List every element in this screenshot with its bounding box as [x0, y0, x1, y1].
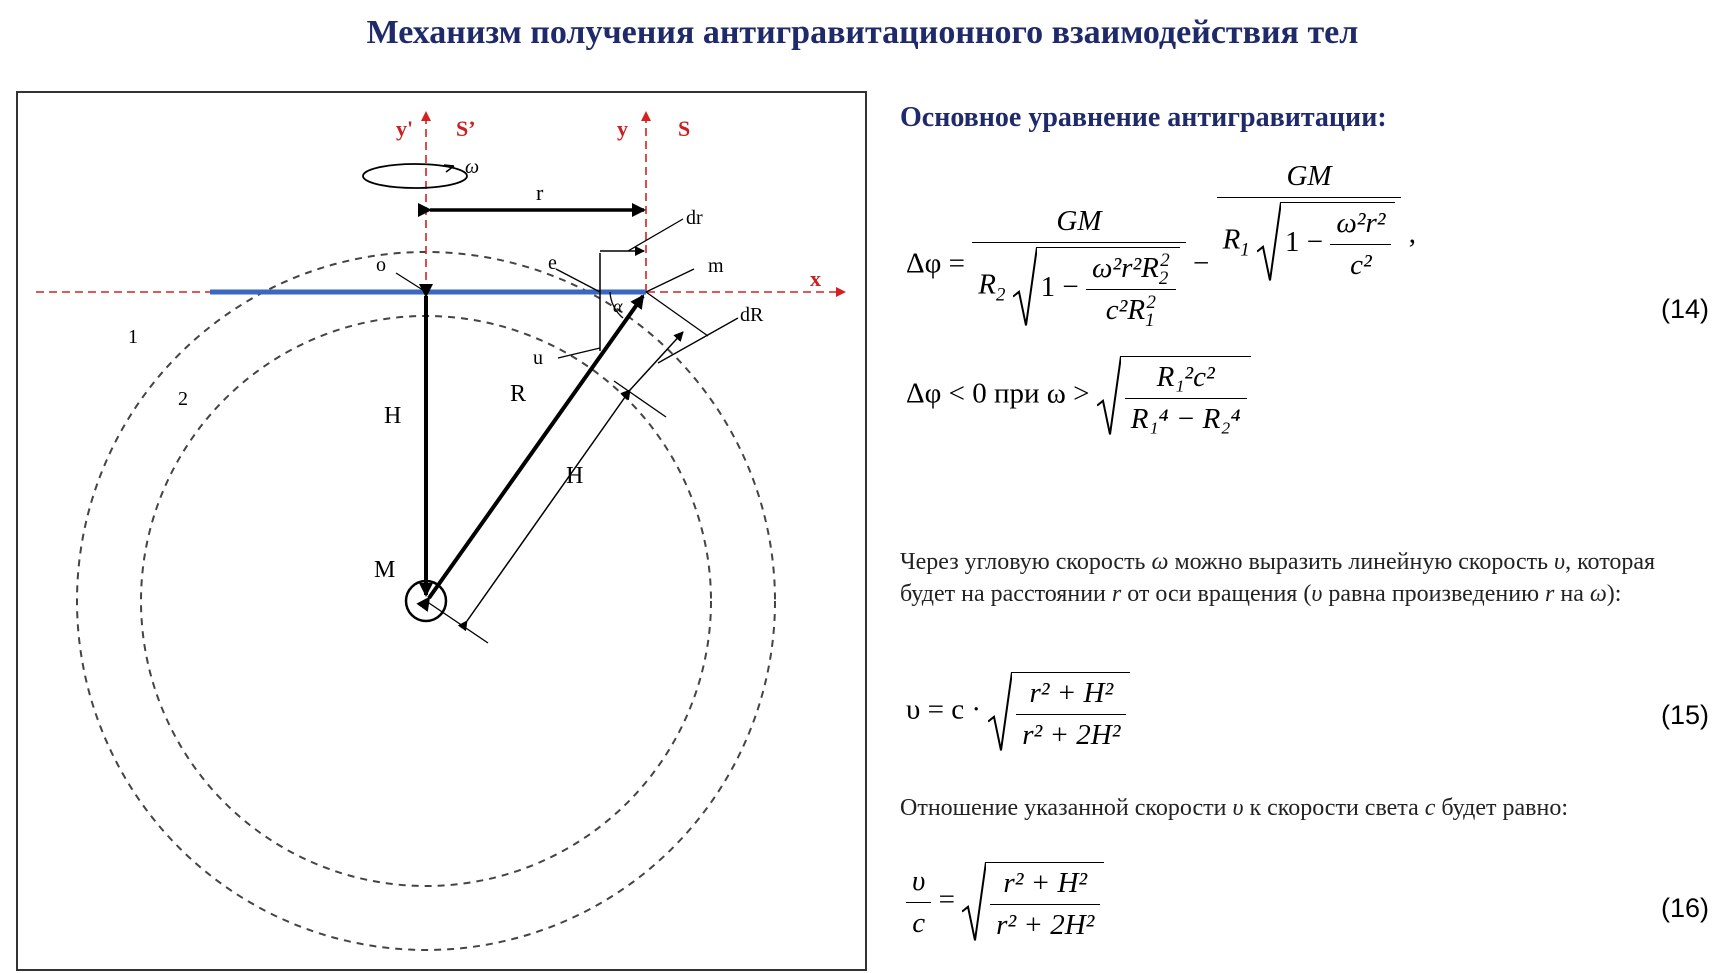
label-omega: ω [465, 156, 480, 178]
label-dR: dR [740, 304, 764, 326]
eq16-lhs-num: υ [912, 864, 926, 897]
label-y: y [617, 116, 628, 141]
condition-lhs: Δφ < 0 при ω > [906, 377, 1090, 410]
label-s: S [678, 116, 691, 141]
condition-num: R₁²c² [1156, 361, 1215, 393]
eq15-den: r² + 2H² [1016, 714, 1126, 752]
p1-r: r [1111, 581, 1122, 607]
p1-v: υ [1554, 549, 1566, 575]
eq14-inner-num-1-sup: 2 [1160, 250, 1170, 272]
eq16-lhs-fraction [906, 865, 931, 940]
eq16-den: r² + 2H² [990, 904, 1100, 942]
h-diagonal-dimension [467, 390, 630, 621]
h-diag-ext-bottom [426, 601, 488, 643]
paragraph-linear-velocity [900, 546, 1690, 610]
eq15-number: (15) [1660, 700, 1709, 730]
o-leader [396, 273, 426, 292]
p2-c: c [1424, 795, 1436, 821]
p2-text-2: к скорости света [1243, 795, 1425, 821]
eq14-inner-den-2: c² [1330, 244, 1391, 282]
eq14-sqrt-2 [1257, 202, 1396, 282]
label-H-diagonal: H [566, 463, 584, 489]
eq15-sqrt [988, 672, 1130, 752]
diagram-svg [18, 93, 869, 973]
eq14-inner-den-1-sub: 1 [1145, 309, 1155, 331]
eq14-sqrt-1 [1013, 247, 1180, 331]
eq16-number: (16) [1660, 893, 1709, 923]
p2-text-1: Отношение указанной скорости [900, 795, 1233, 821]
paragraph-ratio [900, 792, 1690, 824]
dr-dimension [630, 332, 683, 390]
eq14-den2-prefix: R [1222, 223, 1241, 256]
condition-sqrt [1097, 356, 1251, 436]
eq14-den1-prefix-sub: 2 [995, 284, 1006, 306]
label-r: r [536, 180, 544, 205]
eq15-lhs: υ = c · [906, 693, 981, 726]
eq14-den2-one-minus: 1 − [1284, 226, 1324, 259]
label-H-vertical: H [384, 403, 402, 429]
h-diag-ext-top [614, 381, 666, 417]
eq14-inner-fraction-1 [1086, 250, 1176, 331]
eq15-num: r² + H² [1029, 677, 1114, 709]
label-circle-2: 2 [178, 388, 188, 410]
condition-den: R₁⁴ − R₂⁴ [1125, 398, 1247, 436]
eq14-minus: − [1192, 247, 1210, 280]
label-x: x [810, 266, 821, 291]
eq14-den2-prefix-sub: 1 [1240, 239, 1250, 261]
eq16-fraction [990, 867, 1100, 942]
eq16-sqrt [962, 862, 1104, 942]
dr-ext-top [646, 292, 708, 336]
equation-16 [906, 862, 1104, 942]
p1-text-2: можно выразить линейную скорость [1168, 549, 1555, 575]
r-diagonal-arrow [429, 296, 643, 598]
equation-14 [906, 160, 1416, 331]
eq16-num: r² + H² [1003, 867, 1088, 899]
label-s-prime: S’ [456, 116, 476, 141]
u-leader [558, 348, 600, 358]
p1-omega2: ω [1589, 581, 1607, 607]
eq14-inner-num-1-sub: 2 [1158, 267, 1169, 289]
eq16-equals: = [938, 883, 955, 916]
p1-text-5: равна произведению [1322, 581, 1545, 607]
eq14-den1-one-minus: 1 − [1040, 271, 1079, 304]
eq15-fraction [1016, 677, 1126, 752]
eq14-numerator-1: GM [1056, 205, 1102, 237]
p1-v2: υ [1311, 581, 1323, 607]
eq14-inner-den-1: c²R [1105, 294, 1146, 326]
page-title: Механизм получения антигравитационного взаимодействия тел [366, 14, 1359, 51]
label-e: e [548, 252, 557, 274]
p1-text-3: , которая будет на расстоянии [900, 549, 1656, 607]
eq14-inner-num-2: ω²r² [1336, 207, 1386, 239]
label-circle-1: 1 [128, 326, 138, 348]
equation-15 [906, 672, 1130, 752]
eq14-den1-prefix: R [978, 268, 996, 301]
condition-fraction [1125, 361, 1247, 436]
eq14-comma: , [1408, 217, 1416, 250]
eq14-denominator-2 [1217, 197, 1402, 282]
eq14-lhs: Δφ = [906, 247, 965, 280]
eq14-inner-fraction-2 [1330, 207, 1391, 282]
label-m: m [708, 255, 724, 277]
p2-v: υ [1232, 795, 1244, 821]
p1-r2: r [1545, 581, 1555, 607]
p1-text-4: от оси вращения ( [1121, 581, 1312, 607]
label-R: R [510, 381, 527, 407]
label-alpha: α [613, 296, 623, 316]
eq16-lhs-den: c [906, 902, 931, 940]
eq14-fraction-1 [972, 205, 1185, 331]
diagram-frame [16, 91, 867, 971]
eq14-denominator-1 [972, 242, 1185, 331]
p1-text-1: Через угловую скорость [900, 549, 1152, 575]
p2-text-3: будет равно: [1435, 795, 1569, 821]
eq14-fraction-2 [1217, 160, 1402, 282]
p1-text-6: на [1554, 581, 1590, 607]
dr-leader [628, 219, 683, 251]
label-M: M [374, 557, 396, 583]
eq14-inner-den-1-sup: 2 [1146, 292, 1156, 314]
eq14-inner-num-1: ω²r²R [1092, 252, 1159, 284]
p1-omega: ω [1151, 549, 1169, 575]
label-dr: dr [686, 207, 703, 229]
m-leader [646, 269, 694, 292]
p1-text-7: ): [1606, 581, 1622, 607]
label-o: o [376, 254, 386, 276]
label-y-prime: y' [396, 116, 414, 141]
eq14-number: (14) [1660, 294, 1709, 324]
eq14-numerator-2: GM [1286, 160, 1332, 192]
condition-formula [906, 356, 1251, 436]
section-heading: Основное уравнение антигравитации: [900, 102, 1387, 133]
dr-leader-2 [658, 318, 738, 363]
label-u: u [533, 347, 543, 369]
